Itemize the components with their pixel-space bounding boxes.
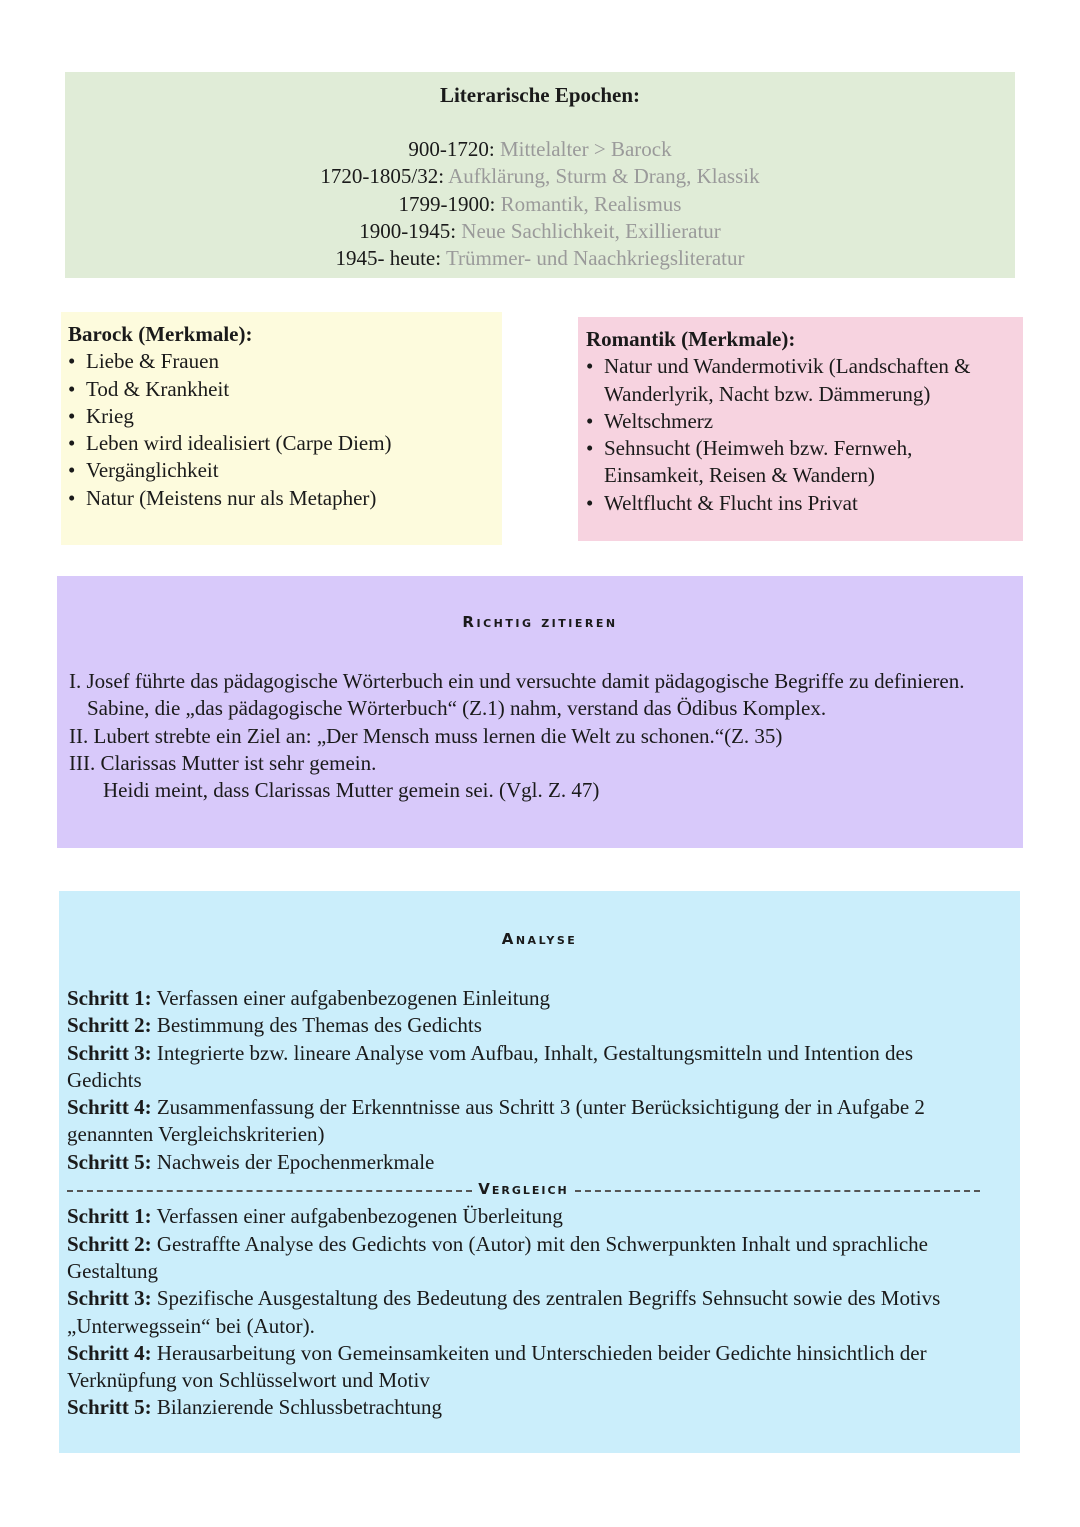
dashed-line xyxy=(575,1190,980,1192)
barock-title: Barock (Merkmale): xyxy=(68,322,253,346)
step-label: Schritt 2: xyxy=(67,1231,152,1256)
epoch-range: 1799-1900: xyxy=(398,191,496,216)
list-item-line: Einsamkeit, Reisen & Wandern) xyxy=(604,463,875,488)
epoch-row xyxy=(65,191,1015,218)
zitieren-box xyxy=(57,576,1023,848)
zitieren-examples xyxy=(69,668,1013,804)
step-item xyxy=(67,1149,980,1176)
list-item: • Natur (Meistens nur als Metapher) xyxy=(68,485,502,512)
list-item: • Leben wird idealisiert (Carpe Diem) xyxy=(68,430,502,457)
step-label: Schritt 4: xyxy=(67,1340,152,1365)
epoch-range: 1720-1805/32: xyxy=(320,164,445,189)
list-item-line: • Sehnsucht (Heimweh bzw. Fernweh, xyxy=(604,436,913,461)
step-item xyxy=(67,1040,980,1095)
list-item: • Krieg xyxy=(68,403,502,430)
dashed-line xyxy=(67,1190,472,1192)
step-text: Herausarbeitung von Gemeinsamkeiten und Unterschieden beider Gedichte hinsichtlich der Verknüpfung von Schlüsselwort und Motiv xyxy=(67,1340,927,1393)
epoch-names: Romantik, Realismus xyxy=(500,191,682,216)
step-label: Schritt 5: xyxy=(67,1149,152,1174)
step-text: Gestraffte Analyse des Gedichts von (Autor) mit den Schwerpunkten Inhalt und sprachliche Gestaltung xyxy=(67,1231,928,1283)
step-text: Verfassen einer aufgabenbezogenen Überleitung xyxy=(156,1204,563,1229)
step-item xyxy=(67,1012,980,1039)
barock-card xyxy=(61,312,502,545)
romantik-card xyxy=(578,317,1023,541)
epochen-box xyxy=(65,72,1015,278)
step-item xyxy=(67,1340,980,1395)
step-text: Integrierte bzw. lineare Analyse vom Aufbau, Inhalt, Gestaltungsmitteln und Intention des Gedichts xyxy=(67,1040,914,1092)
epochen-title: Literarische Epochen: xyxy=(439,83,641,107)
list-item xyxy=(586,435,1023,490)
romantik-list xyxy=(586,353,1023,517)
step-item xyxy=(67,1203,980,1230)
analyse-box xyxy=(59,891,1020,1453)
example-line: II. Lubert strebte ein Ziel an: „Der Mensch muss lernen die Welt zu schonen.“(Z. 35) xyxy=(69,723,783,748)
example-line: Heidi meint, dass Clarissas Mutter gemein sei. (Vgl. Z. 47) xyxy=(103,778,600,803)
example-line: Sabine, die „das pädagogische Wörterbuch“ (Z.1) nahm, verstand das Ödibus Komplex. xyxy=(87,696,827,721)
step-text: Bestimmung des Themas des Gedichts xyxy=(156,1013,482,1038)
step-label: Schritt 4: xyxy=(67,1095,152,1120)
step-label: Schritt 1: xyxy=(67,986,152,1010)
zitieren-title: Richtig zitieren xyxy=(462,613,618,631)
step-label: Schritt 3: xyxy=(67,1040,152,1065)
step-text: Verfassen einer aufgabenbezogenen Einleitung xyxy=(156,986,551,1010)
epoch-row xyxy=(65,218,1015,245)
analyse-title: Analyse xyxy=(501,930,578,948)
list-item xyxy=(586,353,1023,408)
romantik-title: Romantik (Merkmale): xyxy=(586,327,796,351)
epoch-row xyxy=(65,136,1015,163)
barock-list xyxy=(68,348,502,512)
list-item: • Vergänglichkeit xyxy=(68,457,502,484)
list-item xyxy=(586,490,1023,517)
step-item xyxy=(67,1094,980,1149)
epoch-row xyxy=(65,163,1015,190)
epoch-names: Neue Sachlichkeit, Exillieratur xyxy=(461,218,721,243)
step-text: Nachweis der Epochenmerkmale xyxy=(156,1149,435,1174)
epoch-names: Trümmer- und Naachkriegsliteratur xyxy=(445,246,745,271)
epoch-names: Aufklärung, Sturm & Drang, Klassik xyxy=(448,164,760,189)
list-item-line: • Weltschmerz xyxy=(604,408,714,433)
step-label: Schritt 2: xyxy=(67,1013,152,1038)
list-item xyxy=(586,408,1023,435)
list-item: • Tod & Krankheit xyxy=(68,376,502,403)
epoch-range: 900-1720: xyxy=(408,137,495,161)
step-label: Schritt 3: xyxy=(67,1286,152,1311)
epoch-range: 1945- heute: xyxy=(335,246,442,271)
example-line: III. Clarissas Mutter ist sehr gemein. xyxy=(69,750,377,775)
step-text: Spezifische Ausgestaltung des Bedeutung des zentralen Begriffs Sehnsucht sowie des Motivs „Unterwegssein“ bei (Autor). xyxy=(67,1286,941,1338)
step-item xyxy=(67,1394,980,1421)
step-item xyxy=(67,1285,980,1340)
epochen-list xyxy=(65,136,1015,272)
step-text: Bilanzierende Schlussbetrachtung xyxy=(156,1395,442,1420)
list-item-line: Wanderlyrik, Nacht bzw. Dämmerung) xyxy=(604,381,931,406)
epoch-names: Mittelalter > Barock xyxy=(499,137,672,161)
step-item xyxy=(67,985,980,1012)
step-label: Schritt 5: xyxy=(67,1395,152,1420)
example-line: I. Josef führte das pädagogische Wörterbuch ein und versuchte damit pädagogische Begriffe zu definieren. xyxy=(69,669,965,693)
epoch-row xyxy=(65,245,1015,272)
step-text: Zusammenfassung der Erkenntnisse aus Schritt 3 (unter Berücksichtigung der in Aufgabe 2 genannten Vergleichskriterien) xyxy=(67,1095,925,1147)
epoch-range: 1900-1945: xyxy=(359,218,457,243)
list-item: • Liebe & Frauen xyxy=(68,348,502,375)
vergleich-label: Vergleich xyxy=(478,1180,569,1199)
analyse-steps xyxy=(67,985,980,1422)
step-item xyxy=(67,1231,980,1286)
list-item-line: • Natur und Wandermotivik (Landschaften & xyxy=(604,354,971,379)
step-label: Schritt 1: xyxy=(67,1204,152,1229)
list-item-line: • Weltflucht & Flucht ins Privat xyxy=(604,490,858,515)
vergleich-divider xyxy=(67,1176,980,1203)
